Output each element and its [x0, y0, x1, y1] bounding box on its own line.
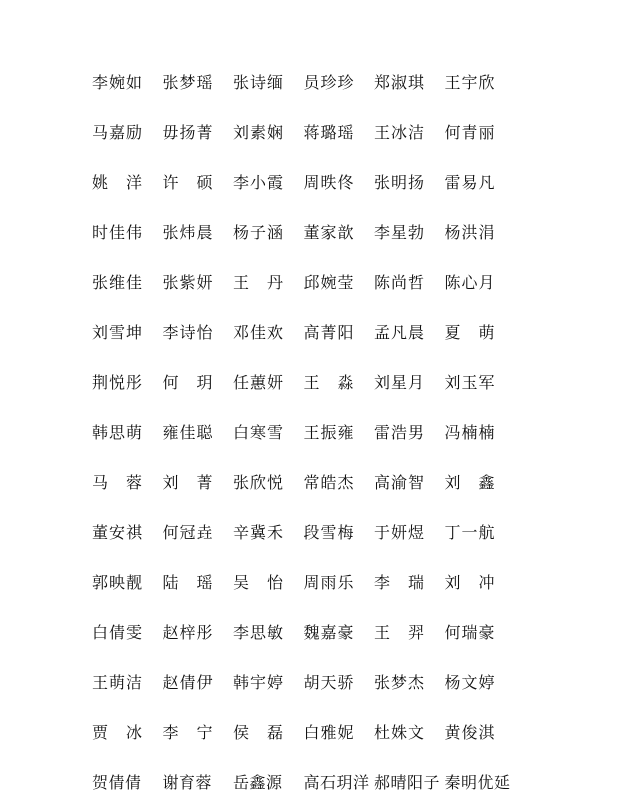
name-cell: 何冠垚: [162, 522, 214, 542]
name-cell: 郑淑琪: [374, 72, 426, 92]
name-row: [92, 656, 612, 706]
name-cell: 赵梓彤: [162, 622, 214, 642]
name-cell: 刘玉军: [444, 372, 496, 392]
name-cell: 董家歆: [303, 222, 355, 242]
name-row: [92, 706, 612, 756]
name-cell: 雍佳聪: [162, 422, 214, 442]
name-cell: 胡天骄: [303, 672, 355, 692]
name-cell: 冯楠楠: [444, 422, 496, 442]
name-cell: 丁一航: [444, 522, 496, 542]
name-cell: 王萌洁: [92, 672, 144, 692]
name-cell: 何瑞豪: [444, 622, 496, 642]
name-cell: 贾 冰: [92, 722, 144, 742]
name-cell: 李思敏: [233, 622, 285, 642]
name-cell: 刘 鑫: [444, 472, 496, 492]
name-cell: 邓佳欢: [233, 322, 285, 342]
name-row: [92, 556, 612, 606]
name-cell: 何 玥: [162, 372, 214, 392]
name-cell: 张维佳: [92, 272, 144, 292]
name-cell: 杜姝文: [374, 722, 426, 742]
name-cell: 郭映靓: [92, 572, 144, 592]
name-row: [92, 456, 612, 506]
name-row: [92, 56, 612, 106]
name-cell: 陈尚哲: [374, 272, 426, 292]
name-cell: 张紫妍: [162, 272, 214, 292]
name-cell: 何青丽: [444, 122, 496, 142]
name-row: [92, 206, 612, 256]
name-cell: 王 丹: [233, 272, 285, 292]
name-row: [92, 756, 612, 806]
name-row: [92, 506, 612, 556]
name-cell: 夏 萌: [444, 322, 496, 342]
name-cell: 杨洪涓: [444, 222, 496, 242]
name-cell: 魏嘉豪: [303, 622, 355, 642]
name-row: [92, 406, 612, 456]
name-cell: 常皓杰: [303, 472, 355, 492]
name-row: [92, 106, 612, 156]
name-row: [92, 156, 612, 206]
name-cell: 张梦瑶: [162, 72, 214, 92]
name-cell: 李诗怡: [162, 322, 214, 342]
name-cell: 李 瑞: [374, 572, 426, 592]
name-cell: 刘素娴: [233, 122, 285, 142]
name-cell: 刘雪坤: [92, 322, 144, 342]
name-cell: 白寒雪: [233, 422, 285, 442]
name-cell: 陆 瑶: [162, 572, 214, 592]
name-cell: 马嘉励: [92, 122, 144, 142]
name-cell: 段雪梅: [303, 522, 355, 542]
name-row: [92, 256, 612, 306]
name-cell: 高石玥洋: [303, 772, 370, 792]
name-row: [92, 306, 612, 356]
name-row: [92, 356, 612, 406]
name-cell: 周昳佟: [303, 172, 355, 192]
name-cell: 岳鑫源: [233, 772, 283, 792]
name-cell: 李 宁: [162, 722, 214, 742]
name-cell: 雷易凡: [444, 172, 496, 192]
name-cell: 周雨乐: [303, 572, 355, 592]
name-cell: 韩思萌: [92, 422, 144, 442]
name-cell: 许 硕: [162, 172, 214, 192]
name-cell: 白倩雯: [92, 622, 144, 642]
name-cell: 李小霞: [233, 172, 285, 192]
name-cell: 白雅妮: [303, 722, 355, 742]
name-cell: 杨文婷: [444, 672, 496, 692]
name-cell: 时佳伟: [92, 222, 144, 242]
name-cell: 侯 磊: [233, 722, 285, 742]
name-cell: 任蕙妍: [233, 372, 285, 392]
name-cell: 赵倩伊: [162, 672, 214, 692]
name-cell: 陈心月: [444, 272, 496, 292]
name-cell: 刘 菁: [162, 472, 214, 492]
name-cell: 员珍珍: [303, 72, 355, 92]
name-cell: 张炜晨: [162, 222, 214, 242]
name-cell: 王振雍: [303, 422, 355, 442]
name-cell: 刘星月: [374, 372, 426, 392]
name-cell: 黄俊淇: [444, 722, 496, 742]
name-cell: 李星勃: [374, 222, 426, 242]
name-cell: 张欣悦: [233, 472, 285, 492]
name-cell: 高渝智: [374, 472, 426, 492]
name-cell: 王 羿: [374, 622, 426, 642]
name-cell: 雷浩男: [374, 422, 426, 442]
name-cell: 姚 洋: [92, 172, 144, 192]
name-cell: 蒋璐瑶: [303, 122, 355, 142]
name-cell: 于妍煜: [374, 522, 426, 542]
name-cell: 王 淼: [303, 372, 355, 392]
name-cell: 杨子涵: [233, 222, 285, 242]
name-cell: 孟凡晨: [374, 322, 426, 342]
name-cell: 荆悦彤: [92, 372, 144, 392]
name-cell: 董安祺: [92, 522, 144, 542]
name-cell: 谢育蓉: [162, 772, 213, 792]
name-cell: 张诗缅: [233, 72, 285, 92]
name-cell: 张梦杰: [374, 672, 426, 692]
name-cell: 邱婉莹: [303, 272, 355, 292]
name-cell: 李婉如: [92, 72, 144, 92]
name-cell: 秦明优延: [444, 772, 511, 792]
name-cell: 马 蓉: [92, 472, 144, 492]
name-cell: 王冰洁: [374, 122, 426, 142]
name-cell: 贺倩倩: [92, 772, 142, 792]
name-cell: 毋扬菁: [162, 122, 214, 142]
name-cell: 吴 怡: [233, 572, 285, 592]
name-list: [92, 56, 612, 806]
name-cell: 高菁阳: [303, 322, 355, 342]
name-cell: 王宇欣: [444, 72, 496, 92]
name-cell: 刘 冲: [444, 572, 496, 592]
name-row: [92, 606, 612, 656]
name-cell: 辛冀禾: [233, 522, 285, 542]
name-cell: 郝晴阳子: [374, 772, 441, 792]
name-cell: 韩宇婷: [233, 672, 285, 692]
name-cell: 张明扬: [374, 172, 426, 192]
